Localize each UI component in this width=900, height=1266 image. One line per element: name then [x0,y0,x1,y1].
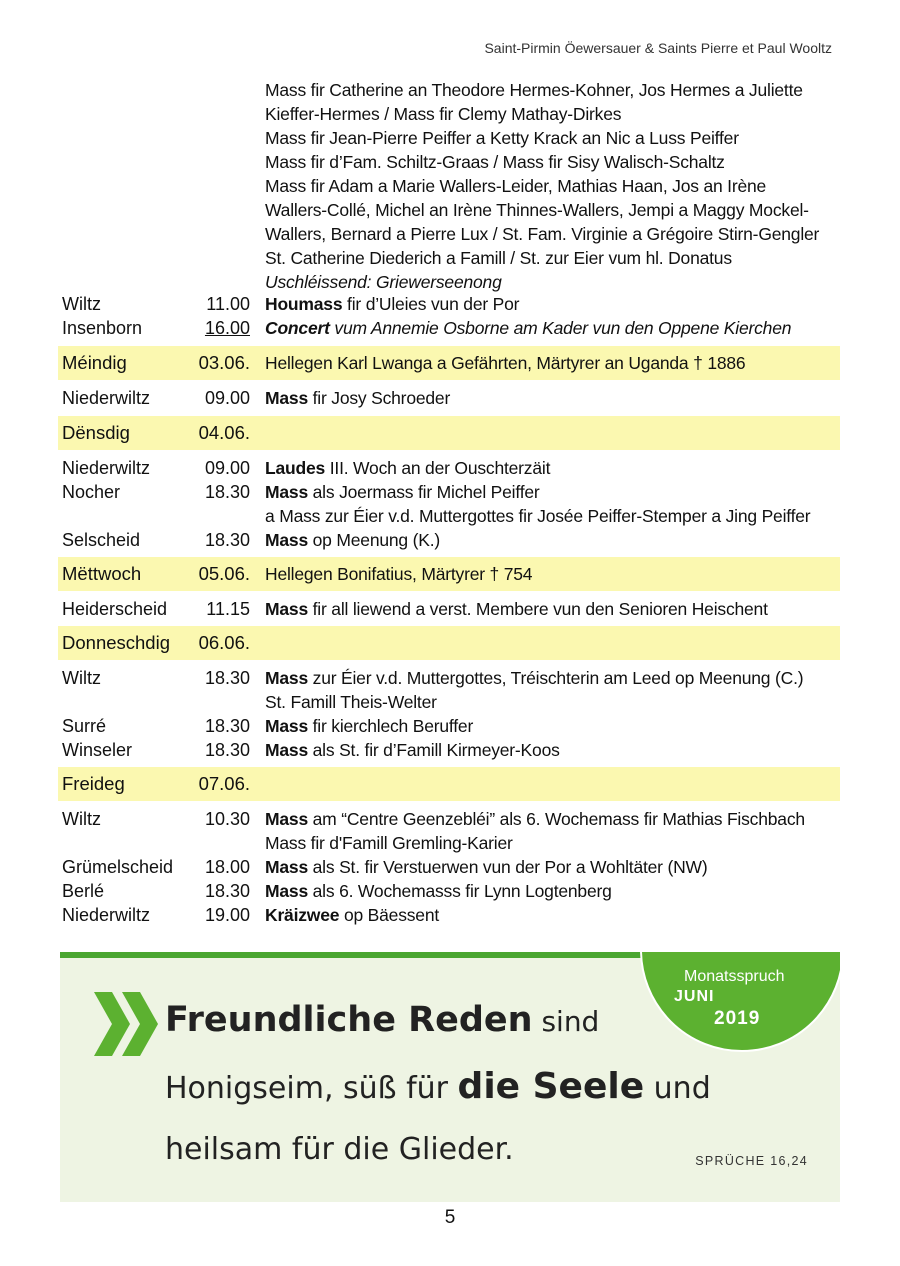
intention-line: Mass fir Catherine an Theodore Hermes-Kohner, Jos Hermes a Juliette [265,80,803,100]
place: Wiltz [62,668,101,688]
schedule-row [62,807,842,831]
description [265,316,791,340]
schedule-row [62,292,842,316]
intention: am “Centre Geenzebléi” als 6. Wochemass fir Mathias Fischbach [307,809,805,829]
page-header: Saint-Pirmin Öewersauer & Saints Pierre et Paul Wooltz [484,40,832,56]
day-band [58,346,840,380]
intention-line: Mass fir Jean-Pierre Peiffer a Ketty Krack an Nic a Luss Peiffer [265,128,739,148]
description [265,807,805,831]
day-name: Freideg [62,773,125,794]
description [265,738,560,762]
place: Niederwiltz [62,458,151,478]
service-type: Mass [265,857,308,877]
intention: fir all liewend a verst. Membere vun den Senioren Heischent [307,599,768,619]
service-type: Mass [265,668,308,688]
description [265,456,550,480]
quote-strong: Freundliche Reden [165,1000,533,1040]
intention: fir Josy Schroeder [307,388,451,408]
description [265,879,612,903]
description [265,666,803,690]
monatsspruch-panel [60,952,840,1202]
time: 18.30 [204,716,250,736]
day-band [58,767,840,801]
service-type: Houmass [265,294,343,314]
day-name: Dënsdig [62,422,130,443]
quote-line-2 [165,1066,711,1107]
day-band [58,416,840,450]
time: 18.30 [204,740,250,760]
schedule-row [62,738,842,762]
day-name: Donneschdig [62,632,170,653]
service-type: Mass [265,482,308,502]
badge-month: JUNI [674,988,715,1005]
service-type: Laudes [265,458,326,478]
day-date: 07.06. [198,773,250,794]
intention: vum Annemie Osborne am Kader vun den Oppene Kierchen [329,318,792,338]
place: Niederwiltz [62,388,151,408]
schedule-row [62,714,842,738]
service-type: Mass [265,599,308,619]
time: 18.30 [204,668,250,688]
description [265,386,450,410]
quote-text: und [644,1071,711,1106]
schedule-row [62,666,842,690]
time: 18.00 [204,857,250,877]
quote-line-3: heilsam für die Glieder. [165,1132,514,1167]
day-band [58,626,840,660]
description [265,903,439,927]
intention: fir kierchlech Beruffer [307,716,474,736]
day-band [58,557,840,591]
after-mass-label: Uschléissend: [265,272,377,292]
description [265,714,473,738]
day-date: 05.06. [198,563,250,584]
page-number: 5 [444,1207,456,1228]
schedule-row [62,855,842,879]
schedule-row [62,316,842,340]
description [265,480,540,504]
description [265,597,768,621]
place: Nocher [62,482,121,502]
feast: Hellegen Bonifatius, Märtyrer † 754 [265,564,533,584]
intention-continuation: St. Famill Theis-Welter [265,692,437,712]
quote-strong: die Seele [457,1066,645,1107]
quote-text: Honigseim, süß für [165,1071,458,1106]
place: Winseler [62,740,133,760]
schedule-row [62,879,842,903]
schedule-row [62,456,842,480]
service-type: Concert [265,318,330,338]
service-type: Mass [265,881,308,901]
place: Heiderscheid [62,599,168,619]
place: Niederwiltz [62,905,151,925]
badge-label: Monatsspruch [684,968,785,985]
schedule-row [62,903,842,927]
day-date: 06.06. [198,632,250,653]
intention: als Joermass fir Michel Peiffer [307,482,540,502]
after-mass-event: Griewerseenong [376,272,502,292]
place: Berlé [62,881,105,901]
day-date: 04.06. [198,422,250,443]
feast: Hellegen Karl Lwanga a Gefährten, Märtyrer an Uganda † 1886 [265,353,746,373]
intention: fir d’Uleies vun der Por [342,294,520,314]
service-type: Mass [265,716,308,736]
time: 09.00 [204,458,250,478]
badge-year: 2019 [714,1008,761,1029]
time: 18.30 [204,881,250,901]
place: Selscheid [62,530,141,550]
service-type: Mass [265,740,308,760]
intention-line: Wallers-Collé, Michel an Irène Thinnes-Wallers, Jempi a Maggy Mockel- [265,200,809,220]
day-name: Méindig [62,352,127,373]
place: Surré [62,716,107,736]
schedule-row [62,597,842,621]
quote-line-1 [165,1000,599,1040]
service-type: Mass [265,530,308,550]
time: 19.00 [204,905,250,925]
time: 11.15 [206,599,250,619]
place: Grümelscheid [62,857,174,877]
description [265,292,519,316]
intention-line: St. Catherine Diederich a Famill / St. zur Eier vum hl. Donatus [265,248,732,268]
intention: op Bäessent [339,905,440,925]
description [265,528,440,552]
service-type: Mass [265,388,308,408]
intention: op Meenung (K.) [307,530,440,550]
day-date: 03.06. [198,352,250,373]
day-name: Mëttwoch [62,563,142,584]
double-chevron-icon [94,992,164,1056]
service-type: Mass [265,809,308,829]
intention: als St. fir d’Famill Kirmeyer-Koos [307,740,560,760]
time: 11.00 [206,294,250,314]
after-mass-line [265,270,845,294]
time: 18.30 [204,482,250,502]
schedule-row [62,386,842,410]
place: Wiltz [62,809,101,829]
place: Wiltz [62,294,101,314]
bible-reference: SPRÜCHE 16,24 [695,1154,808,1168]
intention: zur Éier v.d. Muttergottes, Tréischterin am Leed op Meenung (C.) [307,668,804,688]
service-type: Kräizwee [265,905,340,925]
month-badge [640,952,840,1052]
intention: III. Woch an der Ouschterzäit [325,458,551,478]
intention-continuation: Mass fir d'Famill Gremling-Karier [265,833,513,853]
place: Insenborn [62,318,143,338]
time: 18.30 [204,530,250,550]
intention-line: Wallers, Bernard a Pierre Lux / St. Fam. Virginie a Grégoire Stirn-Gengler [265,224,820,244]
schedule-row [62,480,842,504]
intention-line: Mass fir d’Fam. Schiltz-Graas / Mass fir Sisy Walisch-Schaltz [265,152,725,172]
intention: als St. fir Verstuerwen vun der Por a Wohltäter (NW) [307,857,708,877]
schedule-row [62,528,842,552]
intention-continuation: a Mass zur Éier v.d. Muttergottes fir Josée Peiffer-Stemper a Jing Peiffer [265,506,811,526]
time: 16.00 [204,318,250,338]
intention-line: Kieffer-Hermes / Mass fir Clemy Mathay-Dirkes [265,104,622,124]
intention: als 6. Wochemasss fir Lynn Logtenberg [307,881,612,901]
description [265,855,707,879]
time: 09.00 [204,388,250,408]
quote-text: sind [532,1005,600,1038]
sunday-continuation [265,78,845,294]
time: 10.30 [204,809,250,829]
intention-line: Mass fir Adam a Marie Wallers-Leider, Mathias Haan, Jos an Irène [265,176,767,196]
